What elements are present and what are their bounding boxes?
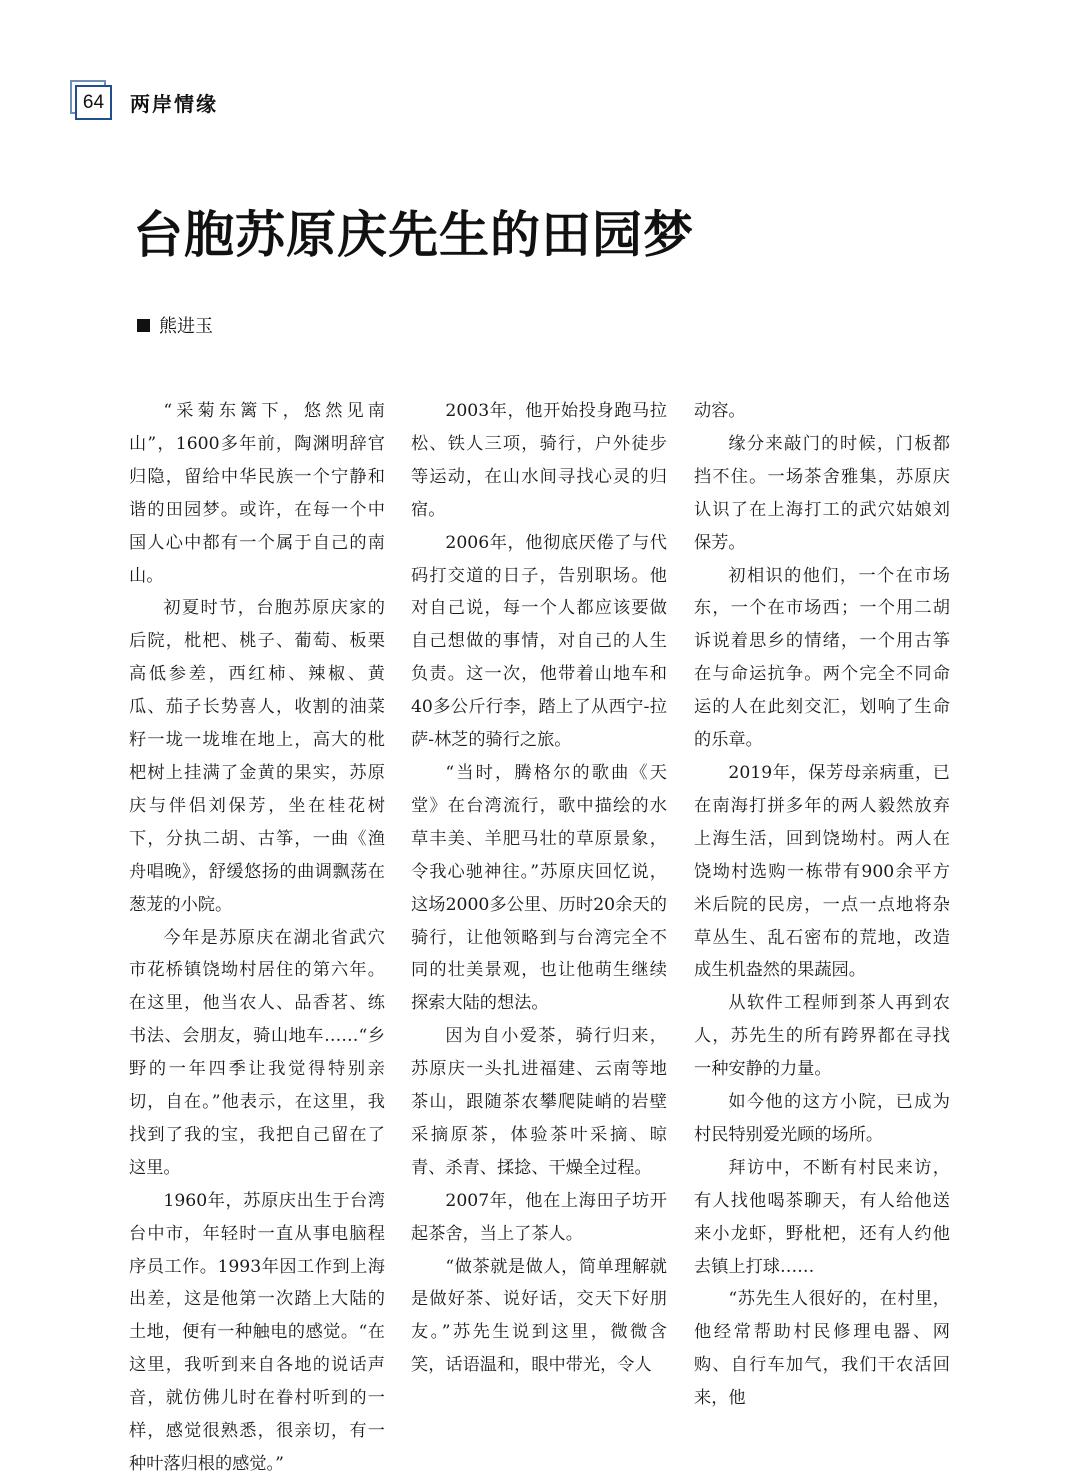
paragraph: 今年是苏原庆在湖北省武穴市花桥镇饶坳村居住的第六年。在这里，他当农人、品香茗、练书法、会朋友，骑山地车……“乡野的一年四季让我觉得特别亲切，自在。”他表示，在这里，我找到了我的宝，我把自己留在了这里。 [129,927,385,1178]
paragraph: 2019年，保芳母亲病重，已在南海打拼多年的两人毅然放弃上海生活，回到饶坳村。两人在饶坳村选购一栋带有900余平方米后院的民房，一点一点地将杂草丛生、乱石密布的荒地，改造成生机盎然的果蔬园。 [694,762,950,981]
paragraph: 2007年，他在上海田子坊开起茶舍，当上了茶人。 [411,1190,667,1244]
paragraph: 2003年，他开始投身跑马拉松、铁人三项，骑行，户外徒步等运动，在山水间寻找心灵的归宿。 [411,401,667,520]
page-number-badge [70,80,112,120]
paragraph: 缘分来敲门的时候，门板都挡不住。一场茶舍雅集，苏原庆认识了在上海打工的武穴姑娘刘保芳。 [694,433,950,553]
paragraph: “做茶就是做人，简单理解就是做好茶、说好话，交天下好朋友。”苏先生说到这里，微微含笑，话语温和，眼中带光，令人 [411,1256,667,1376]
paragraph: 初夏时节，台胞苏原庆家的后院，枇杷、桃子、葡萄、板栗高低参差，西红柿、辣椒、黄瓜、茄子长势喜人，收割的油菜籽一垅一垅堆在地上，高大的枇杷树上挂满了金黄的果实，苏原庆与伴侣刘保芳，坐在桂花树下，分执二胡、古筝，一曲《渔舟唱晚》，舒缓悠扬的曲调飘荡在葱茏的小院。 [129,598,385,915]
paragraph: 拜访中，不断有村民来访，有人找他喝茶聊天，有人给他送来小龙虾，野枇杷，还有人约他去镇上打球…… [694,1157,950,1277]
paragraph: 初相识的他们，一个在市场东，一个在市场西；一个用二胡诉说着思乡的情绪，一个用古筝在与命运抗争。两个完全不同命运的人在此刻交汇，划响了生命的乐章。 [694,565,950,751]
paragraph: “当时，腾格尔的歌曲《天堂》在台湾流行，歌中描绘的水草丰美、羊肥马壮的草原景象，令我心驰神往。”苏原庆回忆说，这场2000多公里、历时20余天的骑行，让他领略到与台湾完全不同的壮美景观，也让他萌生继续探索大陆的想法。 [411,762,667,1014]
article-column-3 [694,395,950,1415]
paragraph: “采菊东篱下，悠然见南山”，1600多年前，陶渊明辞官归隐，留给中华民族一个宁静和谐的田园梦。或许，在每一个中国人心中都有一个属于自己的南山。 [129,401,385,586]
article-column-1 [129,395,385,1481]
byline [137,312,213,338]
section-name: 两岸情缘 [130,92,218,116]
paragraph: 从软件工程师到茶人再到农人，苏先生的所有跨界都在寻找一种安静的力量。 [694,993,950,1080]
article-column-2 [411,395,667,1382]
paragraph: 2006年，他彻底厌倦了与代码打交道的日子，告别职场。他对自己说，每一个人都应该要做自己想做的事情，对自己的人生负责。这一次，他带着山地车和40多公斤行李，踏上了从西宁-拉萨-林芝的骑行之旅。 [411,532,667,751]
paragraph: “苏先生人很好的，在村里，他经常帮助村民修理电器、网购、自行车加气，我们干农活回来，他 [694,1289,950,1409]
paragraph-continued: 动容。 [694,401,746,421]
author-name: 熊进玉 [159,316,213,337]
paragraph: 因为自小爱茶，骑行归来，苏原庆一头扎进福建、云南等地茶山，跟随茶农攀爬陡峭的岩壁采摘原茶，体验茶叶采摘、晾青、杀青、揉捻、干燥全过程。 [411,1026,667,1178]
paragraph: 1960年，苏原庆出生于台湾台中市，年轻时一直从事电脑程序员工作。1993年因工作到上海出差，这是他第一次踏上大陆的土地，便有一种触电的感觉。“在这里，我听到来自各地的说话声音，就仿佛儿时在眷村听到的一样，感觉很熟悉，很亲切，有一种叶落归根的感觉。” [129,1190,385,1474]
page-number: 64 [75,85,112,120]
byline-square-icon [137,319,150,332]
article-title: 台胞苏原庆先生的田园梦 [133,206,694,264]
paragraph: 如今他的这方小院，已成为村民特别爱光顾的场所。 [694,1092,950,1145]
